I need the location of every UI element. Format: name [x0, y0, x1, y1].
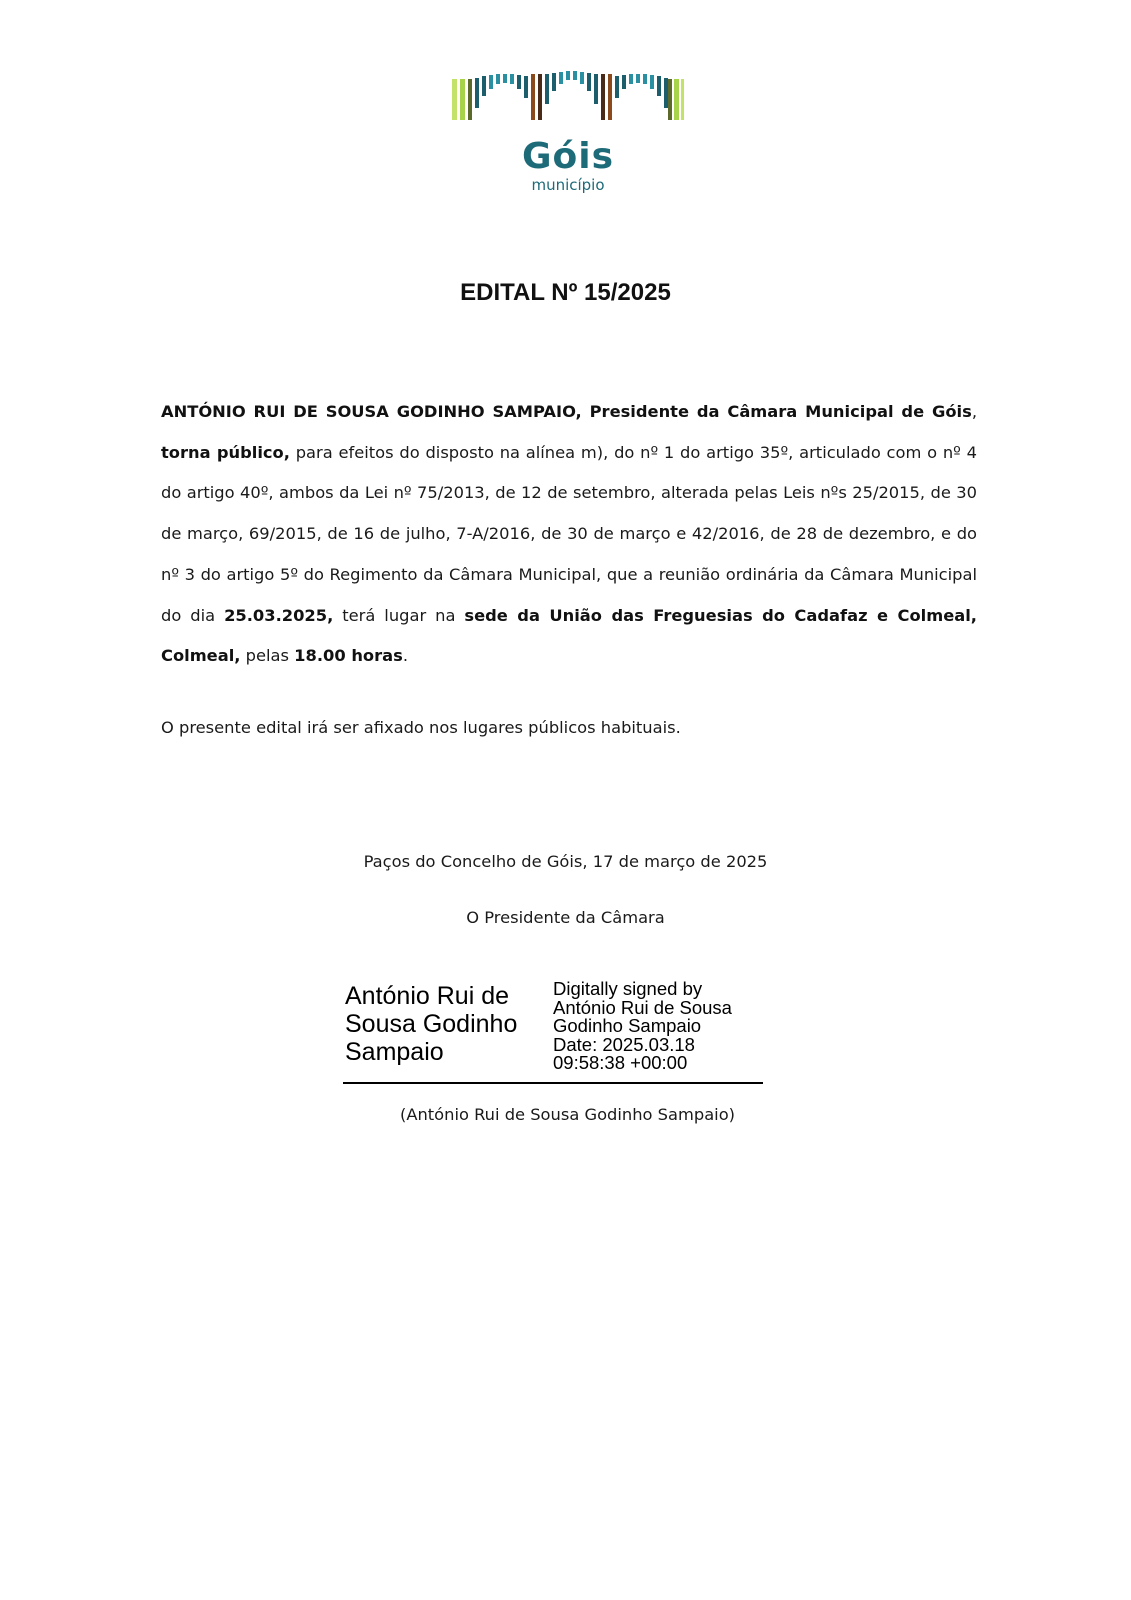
meeting-time: 18.00 horas — [294, 646, 403, 666]
president-name-bold: ANTÓNIO RUI DE SOUSA GODINHO SAMPAIO, Presidente da Câmara Municipal de Góis — [161, 402, 972, 421]
printed-signatory-name: (António Rui de Sousa Godinho Sampaio) — [399, 1105, 736, 1124]
place-and-date: Paços do Concelho de Góis, 17 de março de 2025 — [363, 852, 768, 871]
text-segment: . — [402, 646, 409, 666]
signature-name-line: Sampaio — [345, 1038, 444, 1066]
signature-detail-line: 09:58:38 +00:00 — [553, 1052, 688, 1073]
announcement-bold: torna público, — [161, 442, 290, 462]
signature-detail-line: Digitally signed by — [553, 978, 703, 999]
signature-detail-line: Godinho Sampaio — [553, 1015, 702, 1036]
signature-details — [553, 980, 732, 1073]
text-segment: terá lugar na — [333, 605, 465, 625]
text-segment: , — [971, 402, 977, 421]
signature-name-line: António Rui de — [345, 982, 510, 1010]
logo-wordmark: Góis — [521, 136, 615, 177]
signature-detail-line: Date: 2025.03.18 — [553, 1033, 695, 1055]
text-segment: pelas — [240, 646, 295, 666]
signature-name — [345, 982, 517, 1066]
logo-subtitle: município — [531, 176, 605, 194]
signatory-role: O Presidente da Câmara — [466, 908, 665, 927]
signature-detail-line: António Rui de Sousa — [553, 996, 732, 1018]
signature-underline — [343, 1082, 763, 1084]
legal-basis-text: para efeitos do disposto na alínea m), do nº 1 do artigo 35º, articulado com o nº 4 do artigo 40º, ambos da Lei nº 75/2013, de 12 de setembro, alterada pelas Leis nºs 25/2015, de 30 de março, 69/2015, de 16 de julho, 7-A/2016, de 30 de março e 42/2016, de 28 de dezembro, e do nº 3 do artigo 5º do Regimento da Câmara Municipal, que a reunião ordinária da Câmara Municipal do dia — [161, 442, 977, 625]
meeting-date: 25.03.2025, — [224, 605, 334, 625]
bridge-arches-icon — [452, 70, 684, 126]
signature-name-line: Sousa Godinho — [345, 1010, 518, 1038]
municipality-logo — [452, 70, 684, 200]
posting-note: O presente edital irá ser afixado nos lugares públicos habituais. — [161, 718, 681, 737]
meeting-location: sede da União das Freguesias do Cadafaz e Colmeal, Colmeal, — [161, 605, 977, 666]
main-paragraph — [161, 392, 977, 677]
document-title: EDITAL Nº 15/2025 — [460, 279, 671, 306]
digital-signature-block — [345, 978, 765, 1084]
